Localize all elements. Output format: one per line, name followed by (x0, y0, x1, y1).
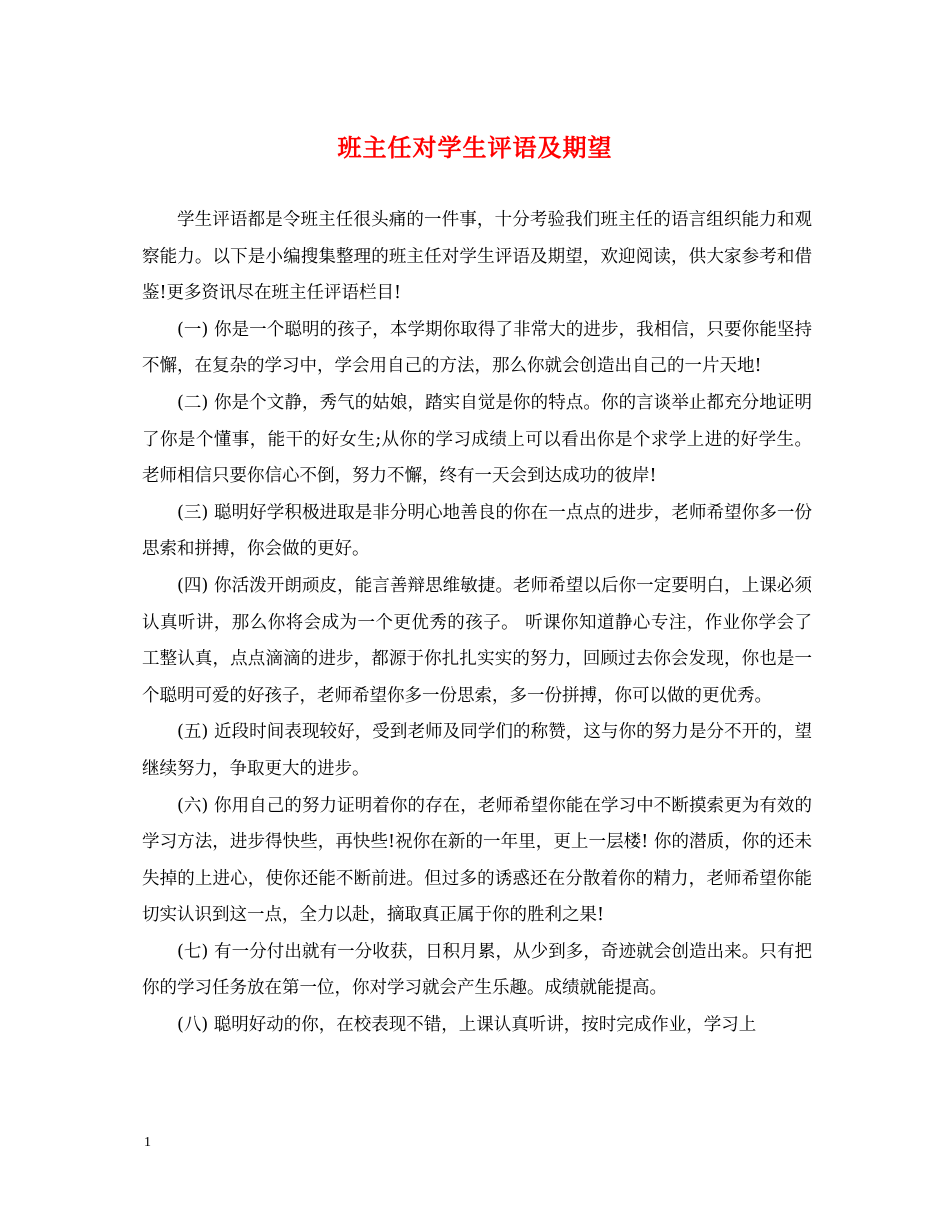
comment-paragraph-4: (四) 你活泼开朗顽皮，能言善辩思维敏捷。老师希望以后你一定要明白，上课必须认真听讲，那么你将会成为一个更优秀的孩子。 听课你知道静心专注，作业你学会了工整认真，点点滴滴的进步，都源于你扎扎实实的努力，回顾过去你会发现，你也是一个聪明可爱的好孩子，老师希望你多一份思索，多一份拼搏，你可以做的更优秀。 (142, 575, 812, 706)
comment-paragraph-8: (八) 聪明好动的你，在校表现不错，上课认真听讲，按时完成作业，学习上 (177, 1015, 757, 1036)
comment-paragraph-3: (三) 聪明好学积极进取是非分明心地善良的你在一点点的进步，老师希望你多一份思索和拼搏，你会做的更好。 (142, 502, 812, 560)
comment-paragraph-1: (一) 你是一个聪明的孩子，本学期你取得了非常大的进步，我相信，只要你能坚持不懈，在复杂的学习中，学会用自己的方法，那么你就会创造出自己的一片天地! (142, 319, 812, 377)
page-number: 1 (144, 1135, 151, 1150)
comment-paragraph-5: (五) 近段时间表现较好，受到老师及同学们的称赞，这与你的努力是分不开的，望继续努力，争取更大的进步。 (142, 722, 812, 779)
comment-paragraph-7: (七) 有一分付出就有一分收获，日积月累，从少到多，奇迹就会创造出来。只有把你的学习任务放在第一位，你对学习就会产生乐趣。成绩就能提高。 (142, 941, 812, 999)
intro-paragraph: 学生评语都是令班主任很头痛的一件事，十分考验我们班主任的语言组织能力和观察能力。以下是小编搜集整理的班主任对学生评语及期望，欢迎阅读，供大家参考和借鉴!更多资讯尽在班主任评语栏目! (142, 210, 812, 304)
document-body (142, 202, 812, 1044)
comment-paragraph-6: (六) 你用自己的努力证明着你的存在，老师希望你能在学习中不断摸索更为有效的学习方法，进步得快些，再快些!祝你在新的一年里，更上一层楼! 你的潜质，你的还未失掉的上进心，使你还能不断前进。但过多的诱惑还在分散着你的精力，老师希望你能切实认识到这一点，全力以赴，摘取真正属于你的胜利之果! (142, 795, 812, 926)
comment-paragraph-2: (二) 你是个文静，秀气的姑娘，踏实自觉是你的特点。你的言谈举止都充分地证明了你是个懂事，能干的好女生;从你的学习成绩上可以看出你是个求学上进的好学生。老师相信只要你信心不倒，努力不懈，终有一天会到达成功的彼岸! (142, 392, 812, 487)
document-title: 班主任对学生评语及期望 (337, 133, 613, 162)
